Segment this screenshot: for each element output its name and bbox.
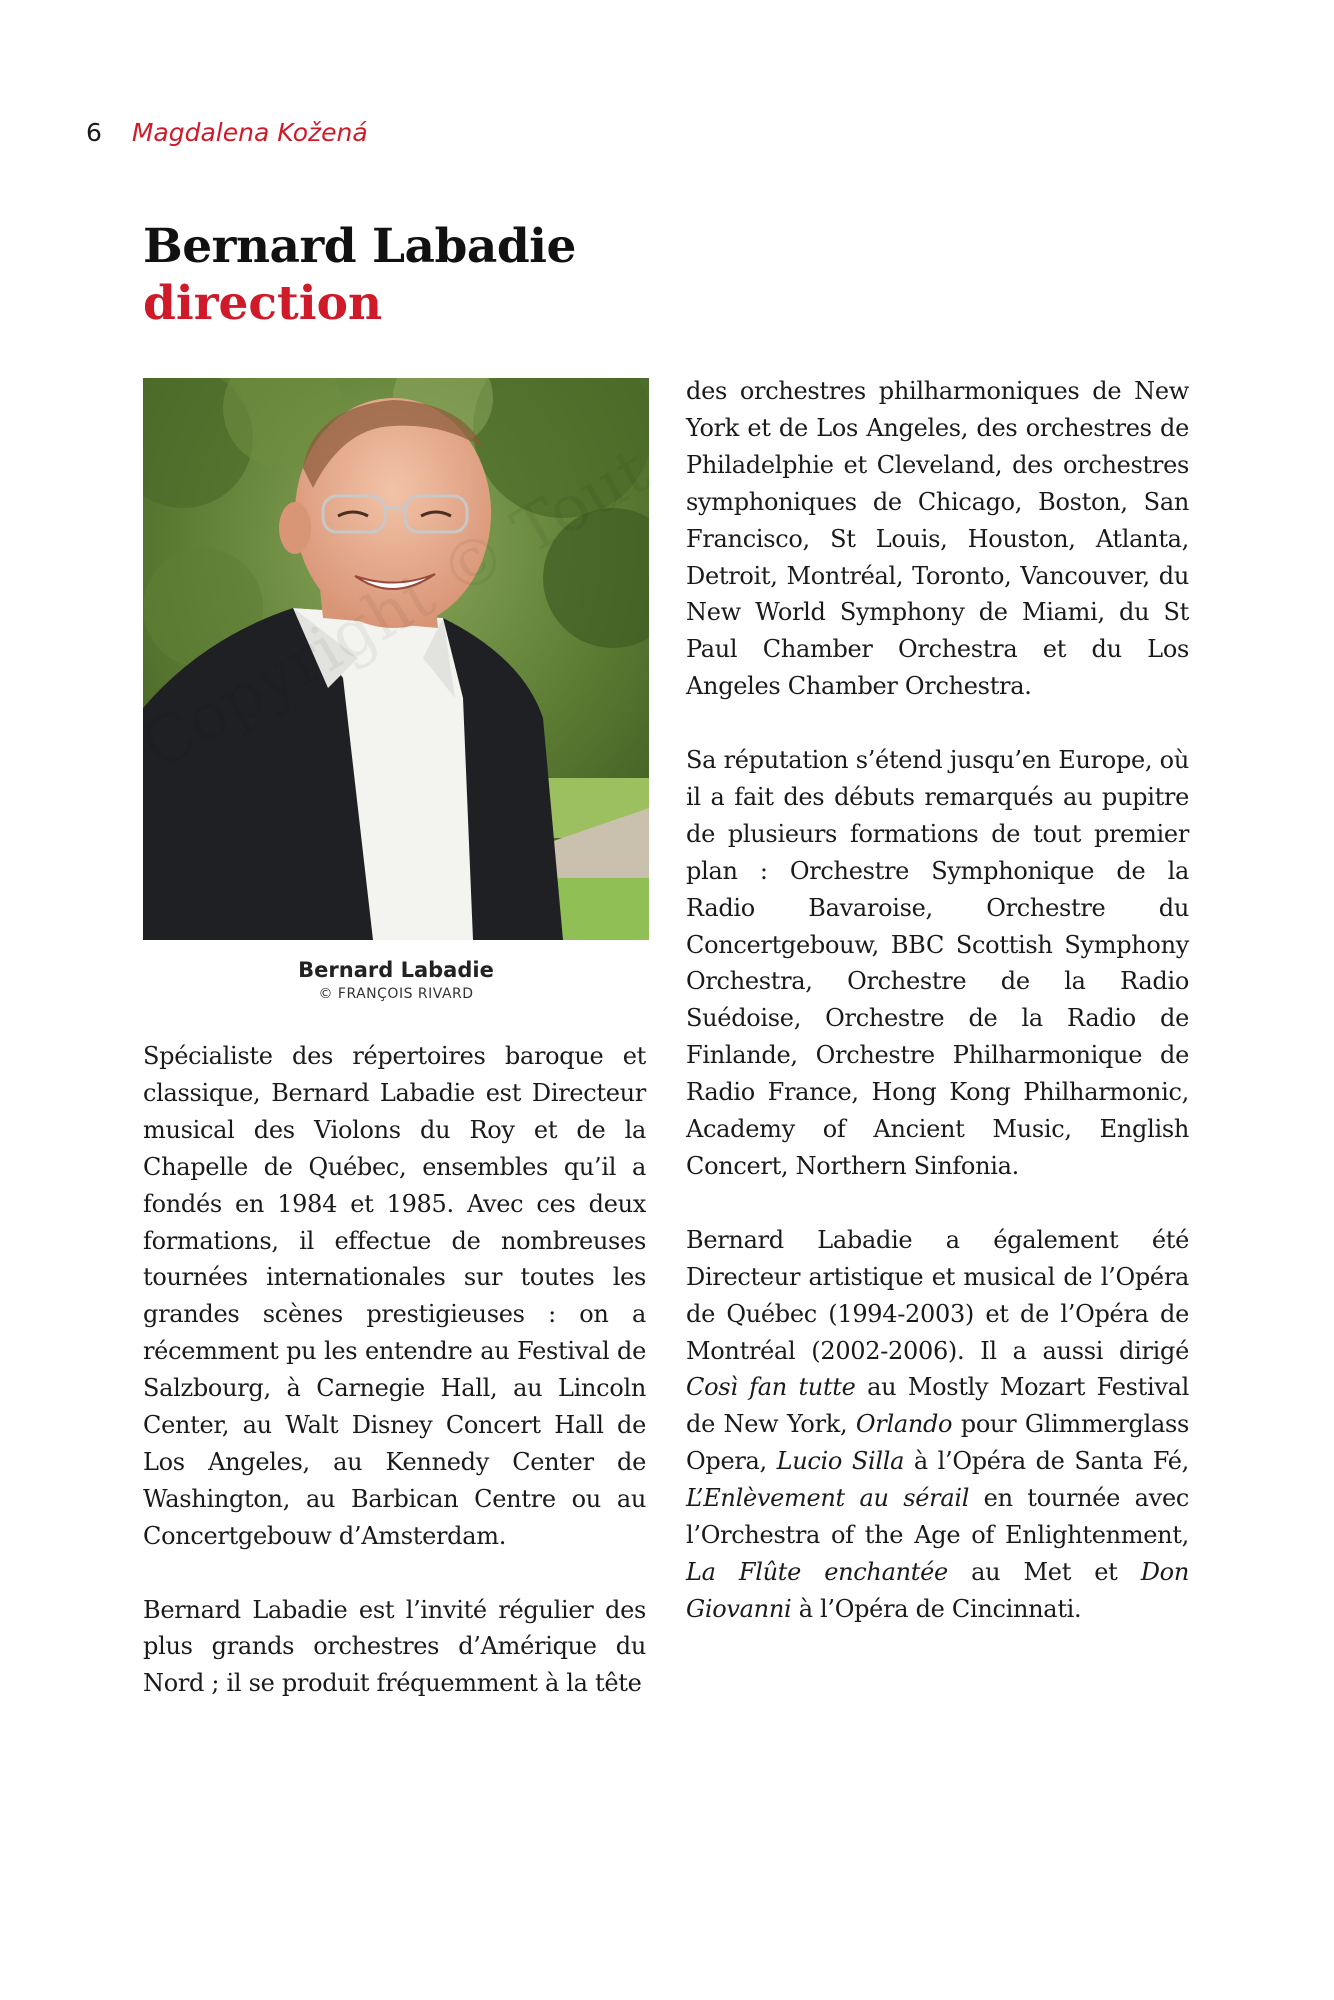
paragraph: des orchestres philharmoniques de New York et de Los Angeles, des orchestres de Philadelphie et Cleveland, des orchestres symphoniques de Chicago, Boston, San Francisco, St Louis, Houston, Atlanta, Detroit, Montréal, Toronto, Vancouver, du New World Symphony de Miami, du St Paul Chamber Orchestra et du Los Angeles Chamber Orchestra. — [686, 377, 1189, 701]
caption-name: Bernard Labadie — [298, 958, 494, 982]
paragraph — [686, 1222, 1189, 1628]
right-column — [686, 373, 1189, 1665]
text-run: à l’Opéra de Santa Fé, — [904, 1447, 1189, 1476]
work-title: Lucio Silla — [776, 1447, 905, 1476]
running-title: Magdalena Kožená — [131, 118, 368, 147]
page-number: 6 — [86, 118, 102, 147]
photo-caption — [143, 956, 649, 1004]
work-title: La Flûte enchantée — [686, 1557, 948, 1586]
paragraph: Spécialiste des répertoires baroque et classique, Bernard Labadie est Directeur musical des Violons du Roy et de la Chapelle de Québec, ensembles qu’il a fondés en 1984 et 1985. Avec ces deux formations, il effectue de nombreuses tournées internationales sur toutes les grandes scènes prestigieuses : on a récemment pu les entendre au Festival de Salzbourg, à Carnegie Hall, au Lincoln Center, au Walt Disney Concert Hall de Los Angeles, au Kennedy Center de Washington, au Barbican Centre ou au Concertgebouw d’Amsterdam. — [143, 1042, 646, 1550]
text-run: à l’Opéra de Cincinnati. — [791, 1594, 1082, 1623]
work-title: Orlando — [855, 1410, 953, 1439]
running-header — [86, 118, 368, 147]
caption-credit: © FRANÇOIS RIVARD — [318, 986, 474, 1002]
work-title: Così fan tutte — [686, 1373, 856, 1402]
text-run: au Mostly Mozart Festival de New York, — [686, 1373, 1189, 1439]
work-title: Don Giovanni — [686, 1557, 1189, 1623]
paragraph: Bernard Labadie est l’invité régulier des plus grands orchestres d’Amérique du Nord ; il se produit fréquemment à la tête — [143, 1595, 646, 1698]
text-run: Bernard Labadie a également été Directeur artistique et musical de l’Opéra de Québec (1994-2003) et de l’Opéra de Montréal (2002-2006). Il a aussi dirigé — [686, 1225, 1189, 1365]
paragraph: Sa réputation s’étend jusqu’en Europe, où il a fait des débuts remarqués au pupitre de plusieurs formations de tout premier plan : Orchestre Symphonique de la Radio Bavaroise, Orchestre du Concertgebouw, BBC Scottish Symphony Orchestra, Orchestre de la Radio Suédoise, Orchestre de la Radio de Finlande, Orchestre Philharmonique de Radio France, Hong Kong Philharmonic, Academy of Ancient Music, English Concert, Northern Sinfonia. — [686, 746, 1189, 1181]
portrait-illustration — [143, 378, 649, 940]
work-title: L’Enlèvement au sérail — [686, 1484, 970, 1513]
text-run: au Met et — [947, 1557, 1141, 1586]
left-column — [143, 1038, 646, 1739]
portrait-photo — [143, 378, 649, 940]
page-subtitle: direction — [143, 276, 383, 331]
text-run: pour Glimmerglass Opera, — [686, 1410, 1190, 1476]
text-run: en tournée avec l’Orchestra of the Age of Enlightenment, — [686, 1484, 1189, 1550]
page-title: Bernard Labadie — [143, 219, 576, 274]
